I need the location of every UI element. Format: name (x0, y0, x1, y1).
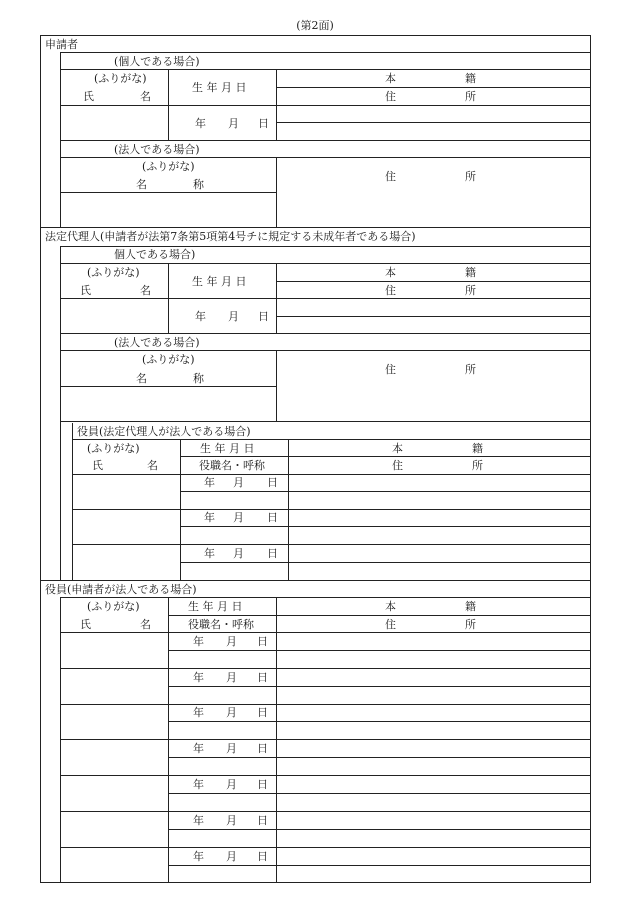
subsection-title: (法人である場合) (114, 143, 200, 156)
form-label: 氏 (80, 284, 91, 297)
birthdate-label: 生 年 月 日 (188, 600, 243, 613)
form-label: 日 (257, 814, 268, 827)
corp-name-field[interactable] (61, 193, 276, 227)
rule-line (60, 157, 591, 158)
form-label: 日 (257, 778, 268, 791)
rule-line (60, 140, 591, 141)
form-label: 月 (233, 476, 244, 489)
rule-line (72, 544, 591, 545)
rule-line (276, 597, 277, 883)
form-label: 年 (193, 671, 204, 684)
form-label: 住 (385, 90, 396, 103)
rule-line (180, 526, 591, 527)
rule-line (168, 615, 591, 616)
rule-line (276, 298, 591, 299)
officer-name-field[interactable] (61, 776, 168, 811)
page-number: (第2面) (296, 19, 334, 32)
form-label: 住 (385, 363, 396, 376)
rule-line (276, 87, 591, 88)
form-label: 籍 (465, 266, 476, 279)
role-label: 役職名・呼称 (199, 459, 265, 472)
form-label: 所 (465, 170, 476, 183)
form-label: 月 (233, 547, 244, 560)
form-label: (ふりがな) (94, 72, 147, 85)
form-label: 名 (136, 178, 147, 191)
rule-line (180, 456, 591, 457)
form-label: (ふりがな) (87, 266, 140, 279)
rule-line (180, 562, 591, 563)
form-label: (ふりがな) (142, 353, 195, 366)
form-label: 年 (204, 547, 215, 560)
birthdate-label: 生 年 月 日 (200, 442, 255, 455)
rule-line (288, 439, 289, 581)
rule-line (168, 865, 591, 866)
officer-name-field[interactable] (61, 740, 168, 775)
form-label: 氏 (80, 618, 91, 631)
form-label: 氏 (83, 90, 94, 103)
rule-line (168, 721, 591, 722)
honseki-field[interactable] (277, 106, 590, 122)
form-label: 年 (193, 850, 204, 863)
officer-name-field[interactable] (73, 546, 180, 580)
form-label: 日 (257, 635, 268, 648)
rule-line (180, 491, 591, 492)
form-label: 年 (204, 476, 215, 489)
form-label: 籍 (465, 600, 476, 613)
form-label: 籍 (472, 442, 483, 455)
subsection-title: 役員(法定代理人が法人である場合) (77, 425, 251, 438)
rule-line (72, 439, 591, 440)
form-label: 所 (465, 284, 476, 297)
rule-line (40, 227, 591, 228)
officer-name-field[interactable] (61, 848, 168, 883)
section-title-applicant: 申請者 (45, 38, 78, 51)
form-label: 日 (258, 117, 269, 130)
section-title-legal-rep: 法定代理人(申請者が法第7条第5項第4号チに規定する未成年者である場合) (45, 230, 416, 243)
form-label: (ふりがな) (87, 600, 140, 613)
form-label: 日 (257, 671, 268, 684)
form-label: 月 (226, 635, 237, 648)
form-label: 月 (228, 117, 239, 130)
form-label: (ふりがな) (142, 160, 195, 173)
name-field[interactable] (61, 299, 168, 333)
form-label: 年 (195, 117, 206, 130)
form-label: 日 (267, 547, 278, 560)
form-label: 本 (385, 266, 396, 279)
form-label: 所 (465, 363, 476, 376)
officer-name-field[interactable] (61, 633, 168, 668)
form-label: 住 (385, 618, 396, 631)
rule-line (180, 439, 181, 581)
form-label: 本 (392, 442, 403, 455)
rule-line (40, 580, 591, 581)
rule-line (168, 757, 591, 758)
form-label: 住 (392, 459, 403, 472)
form-label: 月 (226, 814, 237, 827)
form-label: 日 (257, 706, 268, 719)
subsection-title: 個人である場合) (114, 248, 196, 261)
form-label: 年 (193, 742, 204, 755)
officer-name-field[interactable] (73, 475, 180, 509)
form-label: 年 (193, 778, 204, 791)
form-label: 年 (193, 635, 204, 648)
officer-name-field[interactable] (61, 704, 168, 739)
section-title-applicant-officers: 役員(申請者が法人である場合) (45, 583, 197, 596)
form-label: 年 (204, 511, 215, 524)
form-label: 名 (140, 284, 151, 297)
form-label: 所 (465, 90, 476, 103)
rule-line (40, 35, 591, 36)
form-label: 月 (226, 706, 237, 719)
form-label: 名 (136, 372, 147, 385)
form-label: (ふりがな) (87, 442, 140, 455)
form-label: 年 (195, 310, 206, 323)
form-label: 所 (472, 459, 483, 472)
corp-name-field[interactable] (61, 387, 276, 421)
form-label: 住 (385, 284, 396, 297)
form-label: 月 (226, 742, 237, 755)
form-label: 日 (267, 511, 278, 524)
name-field[interactable] (61, 106, 168, 140)
rule-line (276, 281, 591, 282)
rule-line (60, 421, 591, 422)
form-label: 月 (226, 850, 237, 863)
form-label: 日 (257, 742, 268, 755)
rule-line (168, 829, 591, 830)
officer-name-field[interactable] (61, 669, 168, 704)
form-label: 名 (147, 459, 158, 472)
officer-name-field[interactable] (73, 510, 180, 544)
rule-line (590, 35, 591, 883)
officer-name-field[interactable] (61, 812, 168, 847)
form-label: 月 (226, 671, 237, 684)
form-label: 年 (193, 814, 204, 827)
birthdate-label: 生 年 月 日 (192, 275, 247, 288)
form-label: 名 (140, 618, 151, 631)
form-label: 称 (193, 178, 204, 191)
form-label: 日 (257, 850, 268, 863)
form-label: 本 (385, 600, 396, 613)
rule-line (60, 350, 591, 351)
rule-line (60, 333, 591, 334)
rule-line (168, 650, 591, 651)
form-label: 氏 (92, 459, 103, 472)
role-label: 役職名・呼称 (188, 618, 254, 631)
birthdate-label: 生 年 月 日 (192, 81, 247, 94)
form-label: 所 (465, 618, 476, 631)
rule-line (168, 793, 591, 794)
rule-line (40, 35, 41, 883)
subsection-title: (法人である場合) (114, 336, 200, 349)
form-label: 日 (267, 476, 278, 489)
form-label: 年 (193, 706, 204, 719)
rule-line (60, 246, 591, 247)
form-label: 月 (228, 310, 239, 323)
rule-line (60, 69, 591, 70)
rule-line (60, 52, 591, 53)
form-label: 日 (258, 310, 269, 323)
rule-line (168, 597, 169, 883)
rule-line (60, 597, 591, 598)
rule-line (276, 316, 591, 317)
form-label: 月 (226, 778, 237, 791)
address-field[interactable] (277, 123, 590, 140)
form-label: 本 (385, 72, 396, 85)
subsection-title: (個人である場合) (114, 55, 200, 68)
form-label: 籍 (465, 72, 476, 85)
corp-address-field[interactable] (277, 193, 590, 227)
corp-address-field[interactable] (277, 387, 590, 421)
form-label: 称 (193, 372, 204, 385)
form-label: 名 (140, 90, 151, 103)
rule-line (168, 686, 591, 687)
form-label: 住 (385, 170, 396, 183)
rule-line (60, 263, 591, 264)
form-label: 月 (233, 511, 244, 524)
